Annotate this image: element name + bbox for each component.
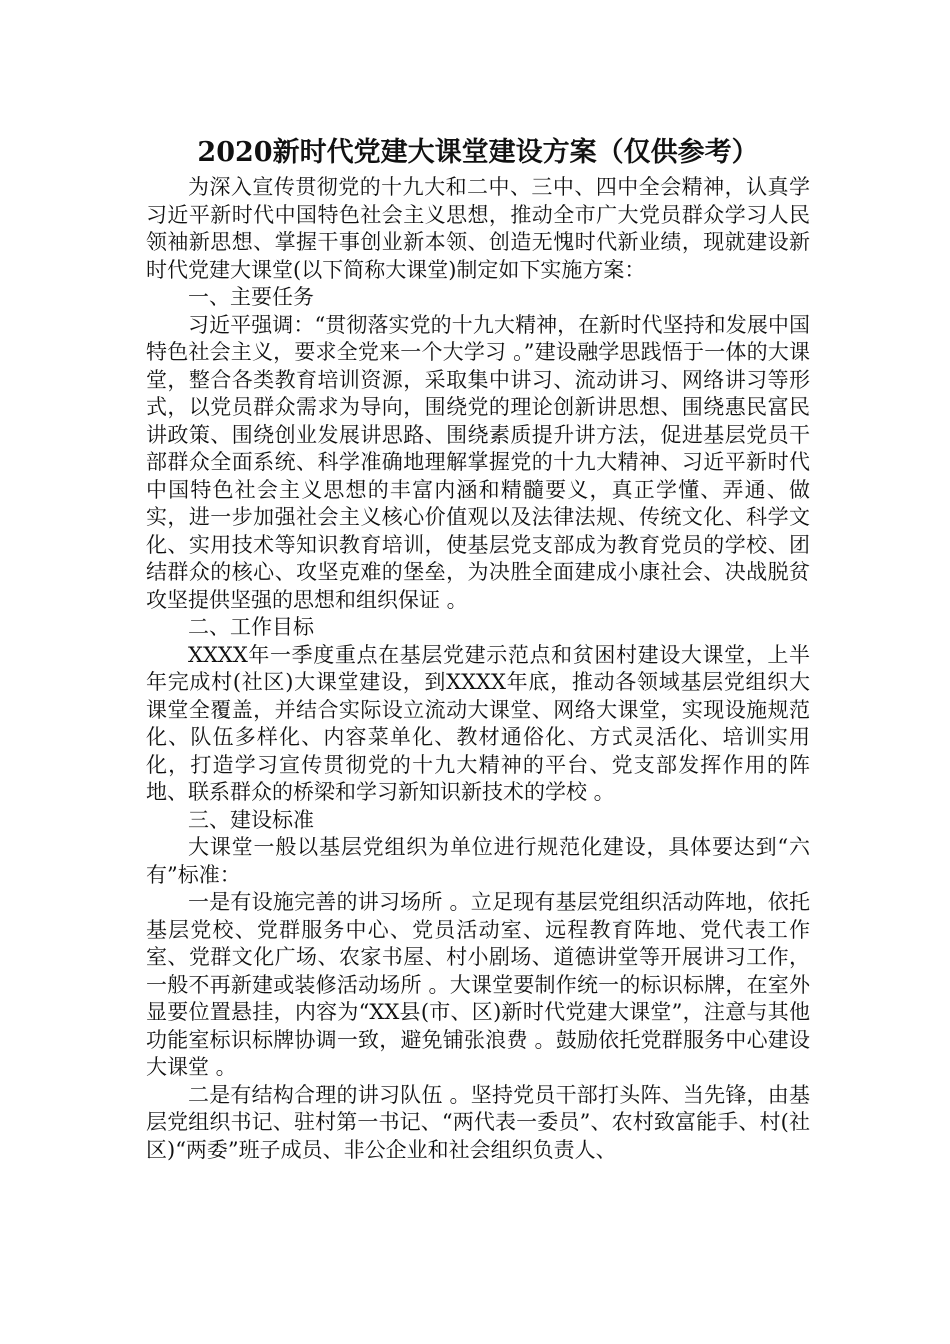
standards-intro-paragraph: 大课堂一般以基层党组织为单位进行规范化建设，具体要达到“六有”标准： <box>146 835 810 887</box>
section-heading-main-tasks: 一、主要任务 <box>188 285 314 309</box>
document-page <box>146 136 810 1164</box>
section-heading-work-goals: 二、工作目标 <box>188 615 314 639</box>
standard-item-team: 二是有结构合理的讲习队伍 。坚持党员干部打头阵、当先锋，由基层党组织书记、驻村第一书记、“两代表一委员”、农村致富能手、村(社区)“两委”班子成员、非公企业和社会组织负责人、 <box>146 1082 810 1162</box>
intro-paragraph: 为深入宣传贯彻党的十九大和二中、三中、四中全会精神，认真学习近平新时代中国特色社会主义思想，推动全市广大党员群众学习人民领袖新思想、掌握干事创业新本领、创造无愧时代新业绩，现就建设新时代党建大课堂(以下简称大课堂)制定如下实施方案： <box>146 175 810 282</box>
section-heading-standards: 三、建设标准 <box>188 807 314 832</box>
main-tasks-paragraph: 习近平强调：“贯彻落实党的十九大精神，在新时代坚持和发展中国特色社会主义，要求全党来一个大学习 。”建设融学思践悟于一体的大课堂，整合各类教育培训资源，采取集中讲习、流动讲习、网络讲习等形式，以党员群众需求为导向，围绕党的理论创新讲思想、围绕惠民富民讲政策、围绕创业发展讲思路、围绕素质提升讲方法，促进基层党员干部群众全面系统、科学准确地理解掌握党的十九大精神、习近平新时代中国特色社会主义思想的丰富内涵和精髓要义，真正学懂、弄通、做实，进一步加强社会主义核心价值观以及法律法规、传统文化、科学文化、实用技术等知识教育培训，使基层党支部成为教育党员的学校、团结群众的核心、攻坚克难的堡垒，为决胜全面建成小康社会、决战脱贫攻坚提供坚强的思想和组织保证 。 <box>146 312 810 612</box>
document-title: 2020新时代党建大课堂建设方案（仅供参考） <box>197 137 759 168</box>
work-goals-paragraph: XXXX年一季度重点在基层党建示范点和贫困村建设大课堂，上半年完成村(社区)大课堂建设，到XXXX年底，推动各领域基层党组织大课堂全覆盖，并结合实际设立流动大课堂、网络大课堂，实现设施规范化、队伍多样化、内容菜单化、教材通俗化、方式灵活化、培训实用化，打造学习宣传贯彻党的十九大精神的平台、党支部发挥作用的阵地、联系群众的桥梁和学习新知识新技术的学校 。 <box>146 642 810 804</box>
standard-item-venue: 一是有设施完善的讲习场所 。立足现有基层党组织活动阵地，依托基层党校、党群服务中心、党员活动室、远程教育阵地、党代表工作室、党群文化广场、农家书屋、村小剧场、道德讲堂等开展讲习工作，一般不再新建或装修活动场所 。大课堂要制作统一的标识标牌，在室外显要位置悬挂，内容为“XX县(市、区)新时代党建大课堂”，注意与其他功能室标识标牌协调一致，避免铺张浪费 。鼓励依托党群服务中心建设大课堂 。 <box>146 890 810 1079</box>
